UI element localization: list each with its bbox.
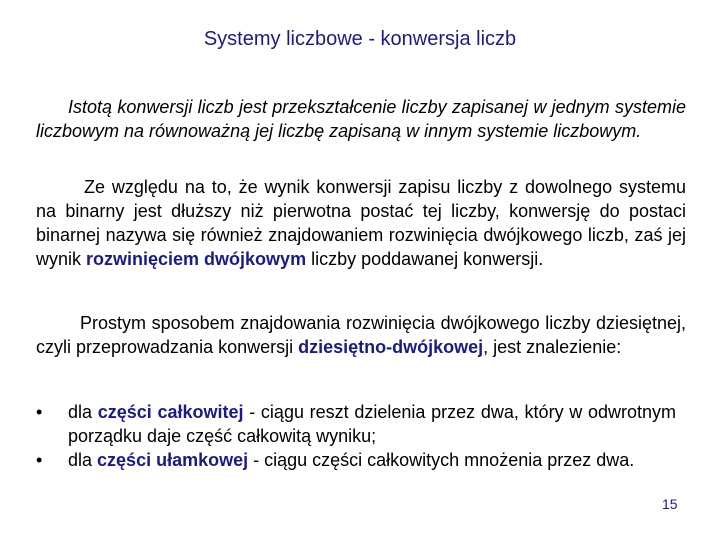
bullet-icon: • [36, 402, 43, 422]
paragraph-method [36, 311, 686, 359]
highlight-term: części całkowitej [97, 402, 244, 422]
method-list [36, 400, 676, 472]
paragraph-text: Prostym sposobem znajdowania rozwinięcia dwójkowego liczby dziesiętnej, czyli przeprowadzania konwersji [36, 313, 686, 357]
paragraph-text: liczby poddawanej konwersji. [306, 249, 544, 269]
list-item [36, 448, 676, 472]
page-number: 15 [662, 496, 678, 512]
highlight-term: rozwinięciem dwójkowym [86, 249, 307, 269]
paragraph-text: , jest znalezienie: [483, 337, 622, 357]
paragraph-definition [36, 95, 686, 143]
paragraph-definition-text: Istotą konwersji liczb jest przekształcenie liczby zapisanej w jednym systemie liczbowym na równoważną jej liczbę zapisaną w innym systemie liczbowym. [36, 97, 686, 141]
highlight-term: dziesiętno-dwójkowej [298, 337, 484, 357]
list-item [36, 400, 676, 448]
paragraph-binary-expansion [36, 175, 686, 271]
list-item-text: - ciągu reszt dzielenia przez dwa, który w odwrotnym porządku daje część całkowitą wyniku; [68, 402, 676, 446]
list-item-text: - ciągu części całkowitych mnożenia przez dwa. [248, 450, 635, 470]
bullet-icon: • [36, 450, 43, 470]
page-title: Systemy liczbowe - konwersja liczb [203, 28, 517, 50]
highlight-term: części ułamkowej [97, 450, 249, 470]
list-item-prefix: dla [68, 402, 98, 422]
paragraph-text: Ze względu na to, że wynik konwersji zapisu liczby z dowolnego systemu na binarny jest dłuższy niż pierwotna postać tej liczby, konwersję do postaci binarnej nazywa się również znajdowaniem rozwinięcia dwójkowego liczb, zaś jej wynik [36, 177, 686, 269]
list-item-prefix: dla [68, 450, 98, 470]
